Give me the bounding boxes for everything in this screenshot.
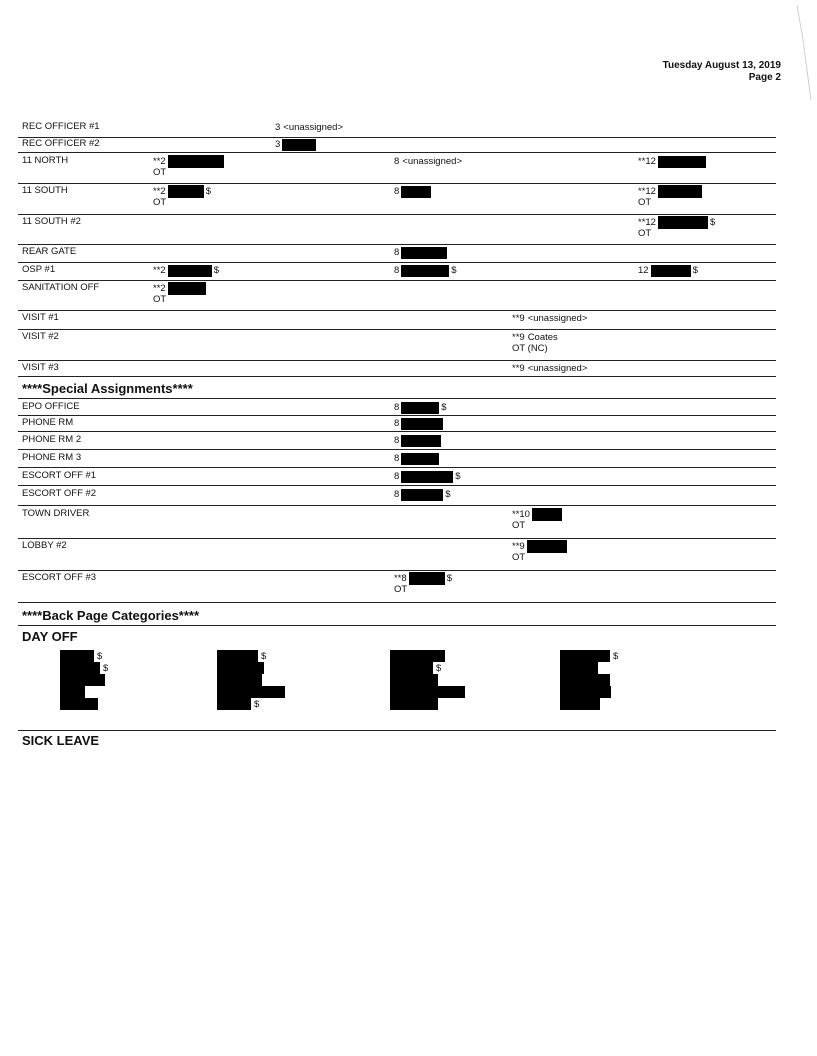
redaction-box [560, 662, 598, 674]
table-row [18, 361, 776, 377]
day-off-entry [217, 698, 285, 710]
post-label: PHONE RM [22, 417, 74, 428]
dollar-marker: $ [446, 573, 452, 584]
post-label: REC OFFICER #1 [22, 121, 100, 132]
post-label: REAR GATE [22, 246, 77, 257]
redaction-box [168, 282, 206, 295]
redaction-box [527, 540, 567, 553]
day-off-column [390, 650, 465, 710]
assignment-cell [153, 156, 224, 178]
dollar-marker: $ [103, 662, 109, 674]
post-label: 11 SOUTH [22, 185, 68, 196]
hours-value: 8 [394, 453, 400, 464]
assignment-cell [638, 156, 706, 167]
assignee-name: <unassigned> [283, 122, 343, 133]
assignment-cell [394, 453, 439, 464]
row-divider [18, 398, 776, 399]
dollar-marker: $ [213, 265, 219, 276]
day-off-entry [390, 686, 465, 698]
redaction-box [390, 662, 433, 674]
dollar-marker: $ [205, 186, 211, 197]
table-row [18, 281, 776, 311]
table-row [18, 487, 776, 506]
redaction-box [60, 650, 94, 662]
redaction-box [390, 674, 438, 686]
day-off-entry [560, 698, 618, 710]
post-label: VISIT #3 [22, 362, 59, 373]
hours-value: **9 [512, 332, 525, 343]
overtime-flag: OT [394, 584, 408, 595]
hours-value: 8 [394, 247, 400, 258]
day-off-entry [560, 686, 618, 698]
redaction-box [60, 662, 100, 674]
hours-value: **2 [153, 283, 166, 294]
post-label: 11 SOUTH #2 [22, 216, 81, 227]
redaction-box [60, 698, 98, 710]
day-off-entry [390, 662, 465, 674]
dollar-marker: $ [455, 471, 461, 482]
redaction-box [401, 247, 447, 259]
row-divider [18, 625, 776, 626]
redaction-box [217, 662, 264, 674]
row-divider [18, 152, 776, 153]
redaction-box [560, 698, 600, 710]
row-divider [18, 467, 776, 468]
table-row [18, 400, 776, 416]
assignment-cell [394, 435, 441, 446]
overtime-flag: OT [153, 167, 167, 178]
redaction-box [217, 674, 262, 686]
hours-value: 8 [394, 402, 400, 413]
hours-value: **12 [638, 186, 656, 197]
table-row [18, 571, 776, 603]
assignment-cell [512, 313, 587, 324]
overtime-flag: OT [153, 294, 167, 305]
redaction-box [390, 650, 445, 662]
overtime-flag: OT [512, 520, 526, 531]
dollar-marker: $ [613, 650, 619, 662]
hours-value: **10 [512, 509, 530, 520]
section-heading: ****Back Page Categories**** [22, 608, 200, 623]
table-row [18, 451, 776, 468]
sick-leave-heading: SICK LEAVE [22, 733, 100, 748]
row-divider [18, 602, 776, 603]
assignment-cell [275, 122, 343, 133]
redaction-box [168, 155, 224, 168]
assignment-cell [394, 265, 457, 276]
table-row [18, 263, 776, 281]
day-off-entry [217, 650, 285, 662]
redaction-box [560, 686, 611, 698]
section-heading: ****Special Assignments**** [22, 381, 193, 396]
dollar-marker: $ [709, 217, 716, 228]
assignment-cell [153, 265, 219, 276]
day-off-entry [560, 674, 618, 686]
hours-value: **8 [394, 573, 407, 584]
day-off-entry [60, 650, 108, 662]
redaction-box [651, 265, 691, 277]
redaction-box [60, 686, 85, 698]
day-off-entry [390, 698, 465, 710]
redaction-box [282, 139, 316, 151]
day-off-entry [217, 686, 285, 698]
day-off-column [217, 650, 285, 710]
assignment-cell [512, 541, 567, 563]
assignment-cell [394, 186, 431, 197]
dollar-marker: $ [445, 489, 451, 500]
row-divider [18, 505, 776, 506]
dollar-marker: $ [451, 265, 457, 276]
table-row [18, 433, 776, 450]
post-label: ESCORT OFF #1 [22, 470, 97, 481]
day-off-entry [217, 674, 285, 686]
day-off-entry [217, 662, 285, 674]
redaction-box [401, 402, 439, 414]
assignment-cell [153, 283, 206, 305]
hours-value: **2 [153, 186, 166, 197]
overtime-flag: OT [638, 228, 652, 239]
hours-value: 8 [394, 435, 400, 446]
dollar-marker: $ [441, 402, 447, 413]
hours-value: 12 [638, 265, 649, 276]
hours-value: 8 [394, 186, 400, 197]
redaction-box [168, 265, 212, 277]
assignment-cell [275, 139, 316, 150]
day-off-column [560, 650, 618, 710]
redaction-box [560, 650, 610, 662]
table-row [18, 539, 776, 571]
hours-value: 8 [394, 471, 400, 482]
assignment-cell [638, 217, 715, 239]
hours-value: 8 [394, 489, 400, 500]
dollar-marker: $ [254, 698, 260, 710]
assignment-cell [394, 573, 452, 595]
day-off-entry [390, 650, 465, 662]
assignment-cell [394, 156, 462, 167]
hours-value: **2 [153, 156, 166, 167]
hours-value: **9 [512, 313, 525, 324]
post-label: REC OFFICER #2 [22, 138, 100, 149]
redaction-box [401, 435, 441, 447]
assignee-name: Coates [527, 332, 558, 343]
post-label: VISIT #2 [22, 331, 59, 342]
hours-value: **12 [638, 156, 656, 167]
assignment-cell [512, 509, 562, 531]
post-label: OSP #1 [22, 264, 56, 275]
table-row [18, 154, 776, 184]
day-off-entry [390, 674, 465, 686]
table-row [18, 330, 776, 361]
hours-value: 3 [275, 122, 281, 133]
post-label: VISIT #1 [22, 312, 59, 323]
redaction-box [401, 265, 449, 277]
table-row [18, 215, 776, 245]
dollar-marker: $ [261, 650, 267, 662]
redaction-box [390, 686, 465, 698]
day-off-entry [60, 674, 108, 686]
hours-value: **2 [153, 265, 166, 276]
dollar-marker: $ [692, 265, 698, 276]
post-label: PHONE RM 3 [22, 452, 82, 463]
redaction-box [401, 489, 443, 501]
assignment-cell [512, 363, 587, 374]
assignee-name: <unassigned> [527, 313, 588, 324]
redaction-box [390, 698, 438, 710]
assignee-name: <unassigned> [402, 156, 462, 167]
row-divider [18, 449, 776, 450]
redaction-box [401, 418, 443, 430]
assignment-cell [638, 186, 702, 208]
assignment-cell [638, 265, 698, 276]
redaction-box [560, 674, 610, 686]
hours-value: 8 [394, 418, 400, 429]
overtime-flag: OT [638, 197, 652, 208]
redaction-box [401, 186, 431, 198]
redaction-box [658, 156, 706, 168]
hours-value: **12 [638, 217, 656, 228]
hours-value: 8 [394, 265, 400, 276]
hours-value: **9 [512, 363, 525, 374]
redaction-box [217, 686, 285, 698]
header-date: Tuesday August 13, 2019 [662, 60, 781, 71]
table-row [18, 311, 776, 330]
table-row [18, 184, 776, 215]
day-off-section [18, 628, 776, 731]
table-row [18, 120, 776, 138]
table-row [18, 469, 776, 486]
assignee-name: <unassigned> [527, 363, 588, 374]
assignment-cell [394, 418, 443, 429]
table-row [18, 507, 776, 539]
overtime-flag: OT (NC) [512, 343, 548, 354]
post-label: ESCORT OFF #2 [22, 488, 97, 499]
section-heading-row [18, 377, 776, 399]
row-divider [18, 431, 776, 432]
day-off-heading: DAY OFF [22, 629, 78, 644]
post-label: PHONE RM 2 [22, 434, 82, 445]
assignment-cell [153, 186, 211, 208]
post-label: LOBBY #2 [22, 540, 67, 551]
redaction-box [168, 185, 204, 198]
hours-value: **9 [512, 541, 525, 552]
redaction-box [532, 508, 562, 521]
overtime-flag: OT [153, 197, 167, 208]
dollar-marker: $ [97, 650, 103, 662]
overtime-flag: OT [512, 552, 526, 563]
assignment-cell [394, 247, 447, 258]
assignment-cell [394, 402, 447, 413]
table-row [18, 137, 776, 153]
post-label: EPO OFFICE [22, 401, 80, 412]
redaction-box [60, 674, 105, 686]
redaction-box [401, 471, 453, 483]
redaction-box [217, 650, 258, 662]
redaction-box [217, 698, 251, 710]
hours-value: 3 [275, 139, 281, 150]
day-off-entry [60, 698, 108, 710]
day-off-column [60, 650, 108, 710]
day-off-entry [560, 650, 618, 662]
dollar-marker: $ [436, 662, 442, 674]
row-divider [18, 485, 776, 486]
day-off-entry [560, 662, 618, 674]
post-label: ESCORT OFF #3 [22, 572, 97, 583]
redaction-box [658, 185, 702, 198]
redaction-box [658, 216, 708, 229]
day-off-entry [60, 662, 108, 674]
table-row [18, 416, 776, 432]
table-row [18, 245, 776, 263]
post-label: TOWN DRIVER [22, 508, 90, 519]
header-page-number: Page 2 [748, 72, 781, 83]
post-label: SANITATION OFF [22, 282, 100, 293]
hours-value: 8 [394, 156, 400, 167]
assignment-cell [394, 489, 451, 500]
day-off-entry [60, 686, 108, 698]
redaction-box [401, 453, 439, 465]
redaction-box [409, 572, 445, 585]
assignment-cell [394, 471, 461, 482]
section-heading-row [18, 604, 776, 626]
assignment-cell [512, 332, 558, 354]
post-label: 11 NORTH [22, 155, 69, 166]
